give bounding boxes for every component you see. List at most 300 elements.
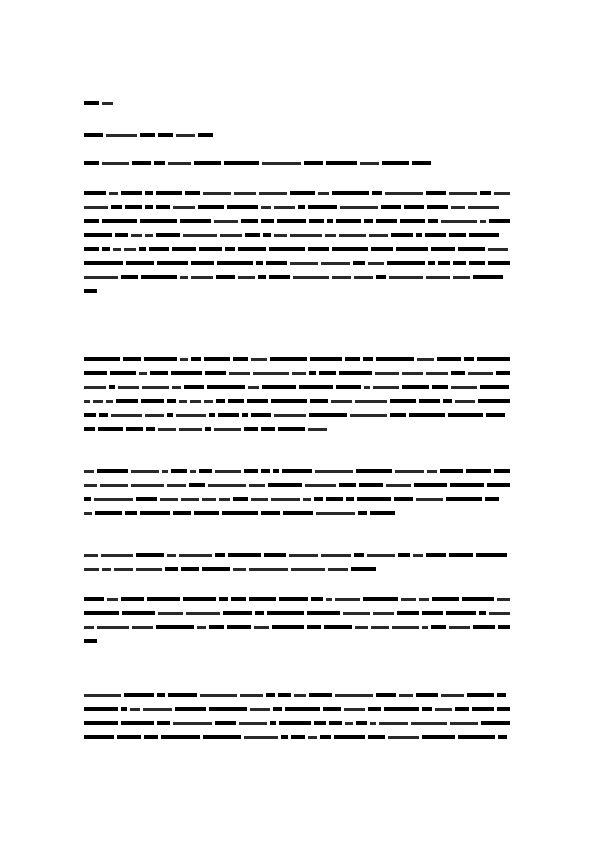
text-word xyxy=(325,234,336,237)
text-word xyxy=(355,626,368,629)
text-word xyxy=(231,597,246,601)
body-paragraph xyxy=(84,352,510,436)
text-word xyxy=(111,205,122,209)
text-word xyxy=(336,219,361,223)
text-word xyxy=(219,597,228,601)
text-word xyxy=(227,625,251,629)
text-word xyxy=(131,484,164,487)
text-word xyxy=(233,497,248,501)
text-word xyxy=(224,161,259,165)
text-word xyxy=(158,612,183,615)
text-word xyxy=(272,625,304,629)
text-word xyxy=(116,399,138,403)
text-word xyxy=(387,261,425,265)
text-word xyxy=(356,721,367,725)
text-word xyxy=(466,469,491,473)
text-line xyxy=(84,270,510,284)
text-word xyxy=(468,206,499,209)
text-word xyxy=(368,707,381,711)
text-word xyxy=(364,219,373,223)
text-word xyxy=(102,568,111,571)
text-word xyxy=(157,721,170,725)
text-word xyxy=(84,386,106,389)
text-word xyxy=(267,611,304,615)
text-word xyxy=(254,626,269,629)
text-word xyxy=(167,484,186,487)
text-word xyxy=(290,234,322,237)
text-word xyxy=(446,497,482,501)
text-word xyxy=(216,399,225,403)
text-word xyxy=(291,735,305,739)
text-word xyxy=(440,469,463,473)
text-word xyxy=(205,371,226,375)
text-line xyxy=(84,284,510,298)
text-word xyxy=(217,261,253,265)
text-word xyxy=(274,206,295,209)
text-word xyxy=(373,612,394,615)
text-word xyxy=(220,234,242,237)
text-word xyxy=(336,385,361,389)
text-word xyxy=(448,413,483,417)
text-word xyxy=(307,611,340,615)
text-word xyxy=(141,399,164,403)
text-word xyxy=(126,261,154,265)
text-word xyxy=(262,162,301,165)
text-word xyxy=(331,400,352,403)
text-word xyxy=(379,722,408,725)
text-word xyxy=(321,262,350,265)
text-word xyxy=(426,553,446,557)
text-line xyxy=(84,548,510,562)
text-word xyxy=(359,483,383,487)
text-word xyxy=(320,735,331,739)
text-word xyxy=(381,205,401,209)
text-word xyxy=(389,276,423,279)
text-word xyxy=(181,498,199,501)
text-line xyxy=(84,492,510,506)
text-word xyxy=(453,261,466,265)
text-word xyxy=(84,470,94,473)
text-word xyxy=(339,483,356,487)
text-word xyxy=(422,735,455,739)
text-word xyxy=(353,261,365,265)
text-word xyxy=(441,220,477,223)
text-word xyxy=(176,414,206,417)
text-word xyxy=(219,498,230,501)
document-lead-line xyxy=(84,156,510,168)
text-word xyxy=(480,191,491,195)
text-word xyxy=(435,708,452,711)
text-word xyxy=(99,413,108,417)
text-word xyxy=(309,693,332,697)
text-line xyxy=(84,214,510,228)
text-word xyxy=(443,399,452,403)
text-word xyxy=(214,220,238,223)
text-word xyxy=(234,192,256,195)
text-word xyxy=(239,722,267,725)
text-word xyxy=(432,597,459,601)
text-word xyxy=(244,736,278,739)
text-word xyxy=(450,483,484,487)
text-word xyxy=(335,694,373,697)
text-word xyxy=(139,372,147,375)
text-word xyxy=(363,357,373,361)
text-word xyxy=(291,568,325,571)
text-word xyxy=(327,219,333,223)
text-word xyxy=(404,205,424,209)
text-word xyxy=(431,625,446,629)
text-word xyxy=(157,693,165,697)
text-word xyxy=(269,247,305,251)
text-word xyxy=(102,219,137,223)
text-word xyxy=(139,247,146,251)
text-word xyxy=(274,234,287,237)
text-word xyxy=(167,413,173,417)
text-line xyxy=(84,634,510,648)
text-word xyxy=(154,161,165,165)
text-word xyxy=(249,484,265,487)
text-word xyxy=(130,708,140,711)
text-word xyxy=(396,247,428,251)
text-word xyxy=(171,371,202,375)
text-word xyxy=(84,512,92,515)
text-word xyxy=(394,497,413,501)
text-word xyxy=(140,133,155,137)
text-word xyxy=(289,554,318,557)
text-word xyxy=(132,161,151,165)
text-line xyxy=(84,366,510,380)
text-word xyxy=(388,736,419,739)
text-word xyxy=(84,261,123,265)
text-word xyxy=(168,693,197,697)
text-word xyxy=(390,413,406,417)
text-word xyxy=(190,400,201,403)
text-line xyxy=(84,562,510,576)
text-word xyxy=(472,707,494,711)
text-word xyxy=(84,357,120,361)
text-word xyxy=(264,553,286,557)
text-word xyxy=(84,161,99,165)
text-word xyxy=(326,598,332,601)
text-word xyxy=(255,611,264,615)
document-subtitle xyxy=(84,128,510,140)
text-line xyxy=(84,620,510,634)
text-word xyxy=(218,413,239,417)
text-line xyxy=(84,96,510,110)
text-word xyxy=(266,261,287,265)
text-word xyxy=(125,205,142,209)
text-word xyxy=(367,554,395,557)
text-word xyxy=(464,357,474,361)
text-word xyxy=(414,483,447,487)
text-word xyxy=(202,498,216,501)
text-word xyxy=(293,276,329,279)
text-word xyxy=(350,414,387,417)
text-word xyxy=(345,722,353,725)
text-word xyxy=(395,470,424,473)
text-word xyxy=(357,497,391,501)
text-word xyxy=(238,276,255,279)
text-word xyxy=(261,469,270,473)
text-word xyxy=(398,553,410,557)
text-word xyxy=(144,357,177,361)
text-word xyxy=(84,206,108,209)
text-word xyxy=(329,721,342,725)
text-word xyxy=(191,276,213,279)
text-word xyxy=(102,247,110,251)
text-word xyxy=(175,707,206,711)
text-word xyxy=(199,247,222,251)
text-word xyxy=(427,205,448,209)
text-word xyxy=(251,358,267,361)
text-word xyxy=(335,598,360,601)
text-word xyxy=(321,554,351,557)
text-word xyxy=(145,191,153,195)
text-word xyxy=(233,357,248,361)
text-word xyxy=(294,694,306,697)
text-word xyxy=(156,205,170,209)
text-word xyxy=(203,192,231,195)
text-word xyxy=(409,413,445,417)
text-word xyxy=(259,192,287,195)
text-word xyxy=(136,497,157,501)
text-word xyxy=(238,247,266,251)
text-word xyxy=(432,385,448,389)
text-word xyxy=(334,735,365,739)
text-word xyxy=(478,399,510,403)
text-word xyxy=(427,470,437,473)
text-word xyxy=(131,470,159,473)
text-word xyxy=(84,568,99,571)
text-word xyxy=(268,483,302,487)
text-word xyxy=(269,275,290,279)
text-word xyxy=(185,191,200,195)
text-word xyxy=(449,626,470,629)
text-word xyxy=(249,568,288,571)
text-word xyxy=(382,161,409,165)
text-word xyxy=(109,192,118,195)
text-line xyxy=(84,128,510,142)
text-word xyxy=(191,261,214,265)
text-word xyxy=(451,371,465,375)
text-word xyxy=(84,133,103,137)
text-word xyxy=(263,233,271,237)
text-word xyxy=(419,598,429,601)
text-word xyxy=(332,191,369,195)
text-word xyxy=(400,219,425,223)
text-word xyxy=(310,357,342,361)
text-word xyxy=(370,511,395,515)
text-word xyxy=(281,735,288,739)
text-word xyxy=(391,233,413,237)
text-word xyxy=(233,568,246,571)
text-word xyxy=(165,567,178,571)
text-word xyxy=(203,735,241,739)
text-word xyxy=(158,428,176,431)
text-word xyxy=(162,470,168,473)
text-word xyxy=(149,247,169,251)
text-word xyxy=(311,597,323,601)
text-word xyxy=(449,553,473,557)
text-word xyxy=(209,413,215,417)
text-word xyxy=(228,399,244,403)
text-word xyxy=(328,568,348,571)
text-word xyxy=(191,357,201,361)
text-word xyxy=(222,511,258,515)
text-word xyxy=(356,469,392,473)
text-word xyxy=(113,248,121,251)
text-word xyxy=(228,553,261,557)
text-word xyxy=(399,694,413,697)
text-word xyxy=(142,386,169,389)
text-word xyxy=(467,693,494,697)
text-line xyxy=(84,394,510,408)
text-word xyxy=(121,275,138,279)
text-word xyxy=(84,626,94,629)
text-word xyxy=(476,553,507,557)
text-word xyxy=(84,639,97,643)
text-line xyxy=(84,702,510,716)
text-word xyxy=(431,247,455,251)
text-word xyxy=(487,483,510,487)
text-word xyxy=(318,192,329,195)
text-word xyxy=(323,707,341,711)
text-word xyxy=(309,413,347,417)
text-word xyxy=(453,276,470,279)
text-word xyxy=(279,597,308,601)
text-word xyxy=(469,233,499,237)
body-paragraph xyxy=(84,186,510,298)
text-word xyxy=(422,707,432,711)
text-word xyxy=(229,372,250,375)
text-line xyxy=(84,408,510,422)
text-word xyxy=(253,372,289,375)
text-word xyxy=(115,233,128,237)
text-line xyxy=(84,352,510,366)
text-word xyxy=(354,553,364,557)
text-word xyxy=(315,470,353,473)
text-word xyxy=(84,233,112,237)
text-word xyxy=(416,693,438,697)
text-word xyxy=(84,597,104,601)
text-word xyxy=(84,484,97,487)
text-word xyxy=(369,234,388,237)
text-word xyxy=(124,693,154,697)
text-word xyxy=(298,205,305,209)
text-word xyxy=(376,357,414,361)
text-word xyxy=(84,247,99,251)
text-word xyxy=(271,399,307,403)
text-word xyxy=(179,554,212,557)
text-word xyxy=(194,161,221,165)
text-word xyxy=(480,385,509,389)
text-word xyxy=(278,693,291,697)
text-word xyxy=(251,413,271,417)
text-word xyxy=(497,707,510,711)
text-word xyxy=(240,694,263,697)
text-word xyxy=(363,597,398,601)
text-word xyxy=(95,511,122,515)
text-word xyxy=(344,708,365,711)
text-word xyxy=(354,276,373,279)
text-word xyxy=(308,247,329,251)
text-word xyxy=(488,261,510,265)
text-word xyxy=(494,469,510,473)
text-word xyxy=(209,625,224,629)
text-word xyxy=(244,469,258,473)
text-word xyxy=(494,192,510,195)
text-word xyxy=(84,611,119,615)
text-word xyxy=(179,428,202,431)
text-word xyxy=(225,247,235,251)
text-word xyxy=(256,261,263,265)
text-word xyxy=(402,372,423,375)
text-line xyxy=(84,200,510,214)
text-word xyxy=(266,693,275,697)
text-word xyxy=(462,597,494,601)
text-word xyxy=(198,133,213,137)
text-line xyxy=(84,186,510,200)
text-word xyxy=(102,102,113,105)
text-word xyxy=(480,220,486,223)
text-word xyxy=(370,722,376,725)
text-word xyxy=(319,371,336,375)
text-word xyxy=(412,161,431,165)
text-word xyxy=(200,694,237,697)
text-word xyxy=(486,413,505,417)
text-word xyxy=(308,205,337,209)
text-word xyxy=(481,721,510,725)
text-word xyxy=(343,612,370,615)
text-word xyxy=(371,247,393,251)
text-word xyxy=(183,234,217,237)
text-word xyxy=(309,371,316,375)
text-word xyxy=(156,233,180,237)
text-word xyxy=(150,371,168,375)
text-word xyxy=(84,276,118,279)
text-word xyxy=(326,161,357,165)
text-word xyxy=(156,191,182,195)
text-word xyxy=(324,625,352,629)
text-word xyxy=(458,735,495,739)
text-word xyxy=(84,371,107,375)
text-word xyxy=(145,234,153,237)
text-word xyxy=(340,206,378,209)
text-word xyxy=(121,191,142,195)
text-word xyxy=(455,707,469,711)
text-word xyxy=(172,386,181,389)
text-word xyxy=(401,598,416,601)
text-word xyxy=(262,385,296,389)
text-line xyxy=(84,592,510,606)
text-word xyxy=(373,386,399,389)
text-word xyxy=(179,400,187,403)
text-line xyxy=(84,256,510,270)
text-word xyxy=(390,399,416,403)
text-line xyxy=(84,380,510,394)
text-line xyxy=(84,464,510,478)
text-word xyxy=(307,625,321,629)
text-word xyxy=(497,693,506,697)
text-line xyxy=(84,478,510,492)
text-word xyxy=(245,233,260,237)
text-word xyxy=(308,428,327,431)
text-word xyxy=(468,372,493,375)
text-word xyxy=(184,385,204,389)
text-word xyxy=(261,511,280,515)
text-word xyxy=(386,484,411,487)
text-word xyxy=(248,386,259,389)
